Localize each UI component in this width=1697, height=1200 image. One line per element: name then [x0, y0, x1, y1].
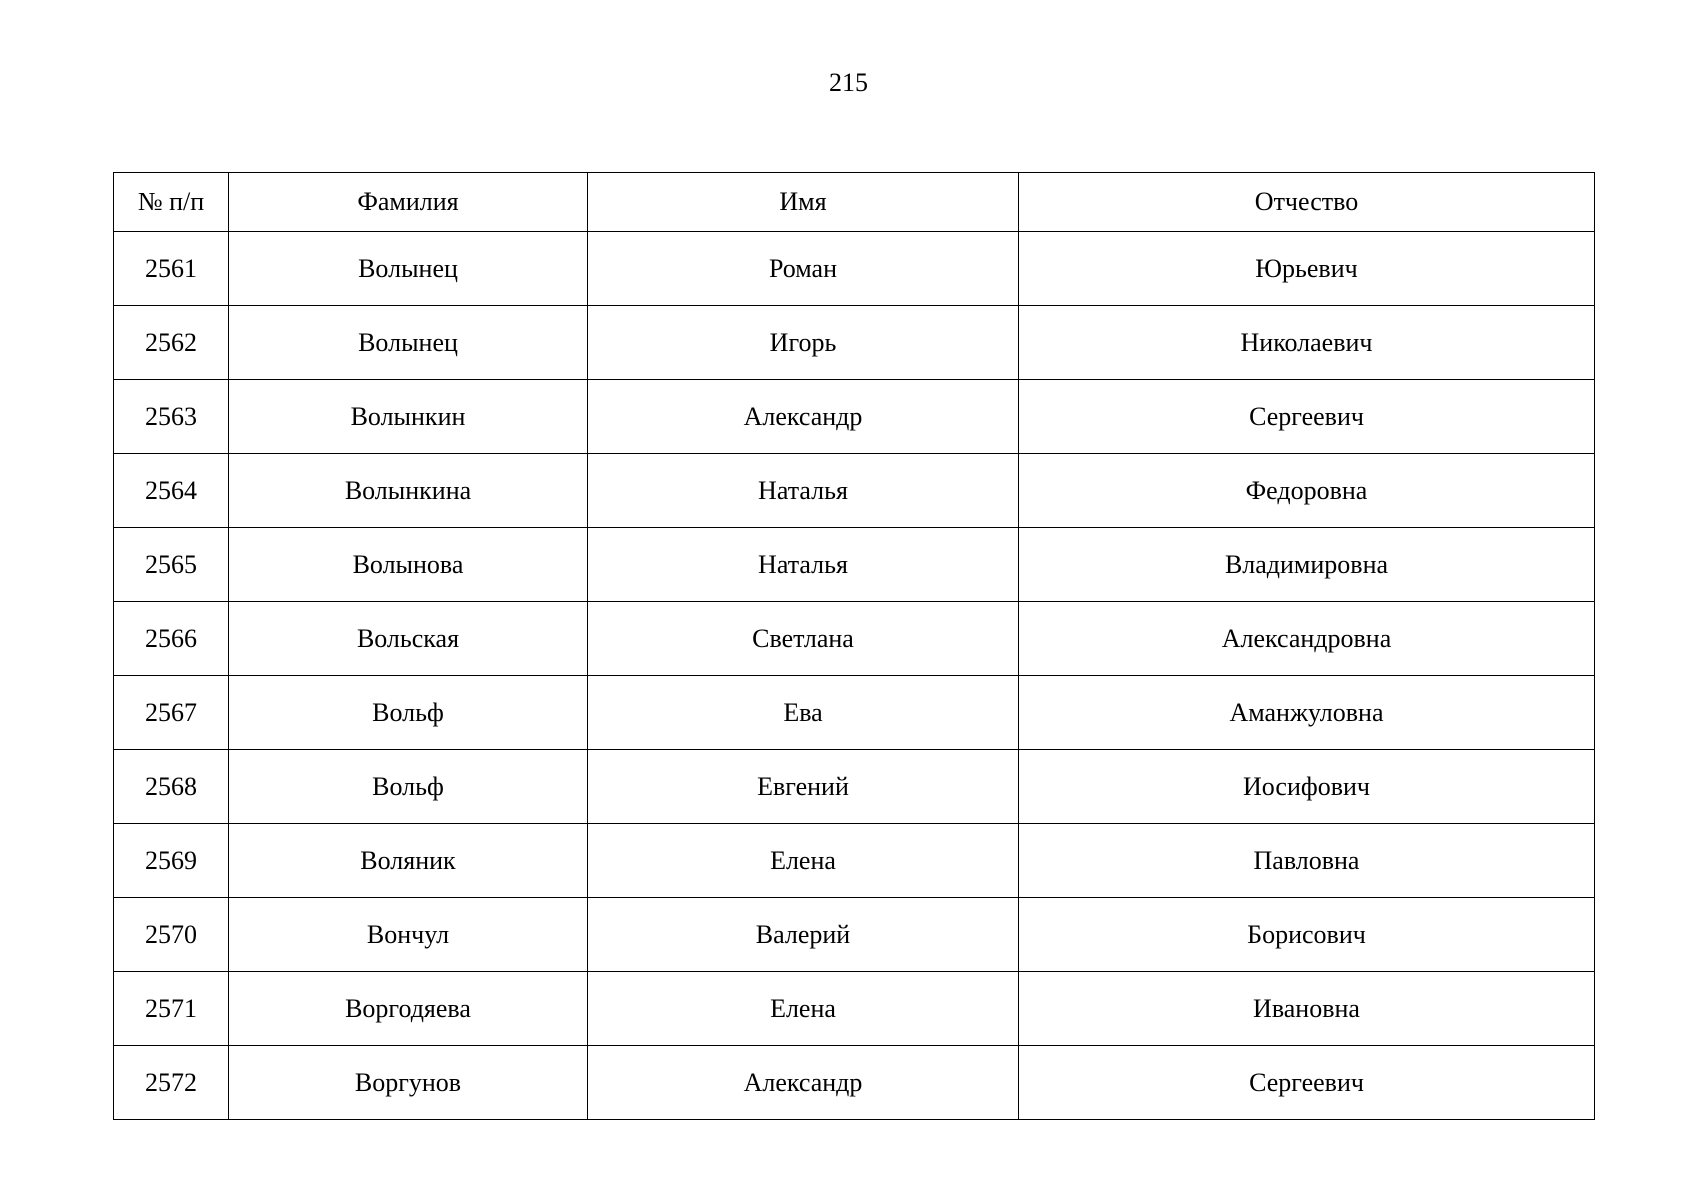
header-name: Имя [588, 173, 1019, 232]
cell-patronymic: Павловна [1019, 824, 1595, 898]
cell-num: 2566 [114, 602, 229, 676]
cell-surname: Вольская [229, 602, 588, 676]
cell-name: Наталья [588, 528, 1019, 602]
cell-num: 2568 [114, 750, 229, 824]
roster-table [113, 172, 1595, 1120]
cell-name: Евгений [588, 750, 1019, 824]
cell-patronymic: Владимировна [1019, 528, 1595, 602]
cell-name: Ева [588, 676, 1019, 750]
cell-surname: Волынкин [229, 380, 588, 454]
table-row [114, 602, 1595, 676]
table-row [114, 380, 1595, 454]
table-row [114, 454, 1595, 528]
cell-surname: Вончул [229, 898, 588, 972]
header-surname: Фамилия [229, 173, 588, 232]
cell-patronymic: Александровна [1019, 602, 1595, 676]
table-header-row [114, 173, 1595, 232]
cell-surname: Вольф [229, 676, 588, 750]
cell-surname: Воляник [229, 824, 588, 898]
cell-name: Игорь [588, 306, 1019, 380]
table-row [114, 232, 1595, 306]
table-row [114, 306, 1595, 380]
cell-surname: Волынец [229, 306, 588, 380]
cell-patronymic: Иосифович [1019, 750, 1595, 824]
cell-name: Наталья [588, 454, 1019, 528]
table-body [114, 232, 1595, 1120]
cell-num: 2572 [114, 1046, 229, 1120]
cell-patronymic: Федоровна [1019, 454, 1595, 528]
cell-patronymic: Сергеевич [1019, 380, 1595, 454]
table-row [114, 528, 1595, 602]
cell-num: 2565 [114, 528, 229, 602]
cell-patronymic: Николаевич [1019, 306, 1595, 380]
cell-surname: Волынец [229, 232, 588, 306]
table-row [114, 1046, 1595, 1120]
cell-patronymic: Сергеевич [1019, 1046, 1595, 1120]
table-row [114, 972, 1595, 1046]
cell-name: Александр [588, 380, 1019, 454]
cell-name: Елена [588, 824, 1019, 898]
table-row [114, 824, 1595, 898]
table-row [114, 750, 1595, 824]
cell-num: 2562 [114, 306, 229, 380]
cell-patronymic: Борисович [1019, 898, 1595, 972]
cell-num: 2567 [114, 676, 229, 750]
cell-surname: Вольф [229, 750, 588, 824]
cell-patronymic: Юрьевич [1019, 232, 1595, 306]
cell-num: 2570 [114, 898, 229, 972]
cell-patronymic: Аманжуловна [1019, 676, 1595, 750]
cell-patronymic: Ивановна [1019, 972, 1595, 1046]
cell-name: Светлана [588, 602, 1019, 676]
cell-num: 2564 [114, 454, 229, 528]
table-row [114, 676, 1595, 750]
cell-surname: Воргодяева [229, 972, 588, 1046]
cell-num: 2561 [114, 232, 229, 306]
cell-surname: Воргунов [229, 1046, 588, 1120]
cell-surname: Волынкина [229, 454, 588, 528]
cell-name: Валерий [588, 898, 1019, 972]
page-number: 215 [829, 68, 868, 97]
table-row [114, 898, 1595, 972]
cell-name: Александр [588, 1046, 1019, 1120]
cell-num: 2571 [114, 972, 229, 1046]
cell-name: Елена [588, 972, 1019, 1046]
cell-num: 2563 [114, 380, 229, 454]
cell-surname: Волынова [229, 528, 588, 602]
header-num: № п/п [114, 173, 229, 232]
header-patronymic: Отчество [1019, 173, 1595, 232]
cell-num: 2569 [114, 824, 229, 898]
cell-name: Роман [588, 232, 1019, 306]
